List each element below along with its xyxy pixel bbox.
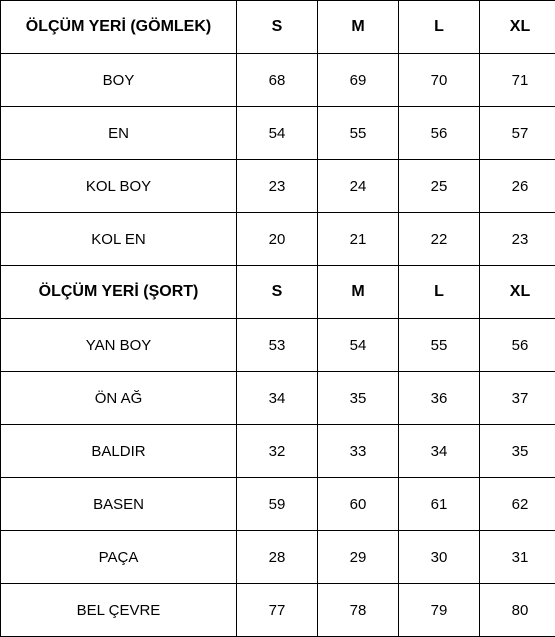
row-label: PAÇA [1, 531, 237, 584]
size-header-xl: XL [480, 1, 555, 54]
cell-value: 55 [318, 107, 399, 160]
row-label: BASEN [1, 478, 237, 531]
cell-value: 25 [399, 160, 480, 213]
cell-value: 60 [318, 478, 399, 531]
size-header-s: S [237, 266, 318, 319]
cell-value: 78 [318, 584, 399, 637]
cell-value: 71 [480, 54, 555, 107]
cell-value: 57 [480, 107, 555, 160]
cell-value: 34 [399, 425, 480, 478]
cell-value: 79 [399, 584, 480, 637]
cell-value: 34 [237, 372, 318, 425]
cell-value: 53 [237, 319, 318, 372]
size-header-m: M [318, 1, 399, 54]
cell-value: 59 [237, 478, 318, 531]
table-row [1, 213, 555, 266]
shorts-header-row [1, 266, 555, 319]
cell-value: 55 [399, 319, 480, 372]
cell-value: 33 [318, 425, 399, 478]
cell-value: 20 [237, 213, 318, 266]
cell-value: 36 [399, 372, 480, 425]
cell-value: 77 [237, 584, 318, 637]
shirt-header-row [1, 1, 555, 54]
size-header-s: S [237, 1, 318, 54]
cell-value: 22 [399, 213, 480, 266]
size-header-xl: XL [480, 266, 555, 319]
cell-value: 21 [318, 213, 399, 266]
row-label: EN [1, 107, 237, 160]
row-label: KOL BOY [1, 160, 237, 213]
cell-value: 35 [480, 425, 555, 478]
table-row [1, 107, 555, 160]
row-label: KOL EN [1, 213, 237, 266]
shorts-section-title: ÖLÇÜM YERİ (ŞORT) [1, 266, 237, 319]
cell-value: 54 [237, 107, 318, 160]
cell-value: 37 [480, 372, 555, 425]
cell-value: 31 [480, 531, 555, 584]
cell-value: 35 [318, 372, 399, 425]
table-row [1, 584, 555, 637]
size-header-l: L [399, 1, 480, 54]
row-label: BALDIR [1, 425, 237, 478]
cell-value: 68 [237, 54, 318, 107]
cell-value: 23 [237, 160, 318, 213]
table-row [1, 160, 555, 213]
row-label: BEL ÇEVRE [1, 584, 237, 637]
table-row [1, 531, 555, 584]
table-row [1, 372, 555, 425]
table-row [1, 478, 555, 531]
cell-value: 30 [399, 531, 480, 584]
table-row [1, 319, 555, 372]
table-row [1, 54, 555, 107]
cell-value: 62 [480, 478, 555, 531]
cell-value: 32 [237, 425, 318, 478]
row-label: ÖN AĞ [1, 372, 237, 425]
cell-value: 69 [318, 54, 399, 107]
cell-value: 54 [318, 319, 399, 372]
row-label: BOY [1, 54, 237, 107]
cell-value: 29 [318, 531, 399, 584]
row-label: YAN BOY [1, 319, 237, 372]
cell-value: 61 [399, 478, 480, 531]
size-header-m: M [318, 266, 399, 319]
cell-value: 56 [480, 319, 555, 372]
cell-value: 28 [237, 531, 318, 584]
shirt-section-title: ÖLÇÜM YERİ (GÖMLEK) [1, 1, 237, 54]
cell-value: 24 [318, 160, 399, 213]
cell-value: 26 [480, 160, 555, 213]
cell-value: 80 [480, 584, 555, 637]
cell-value: 70 [399, 54, 480, 107]
cell-value: 23 [480, 213, 555, 266]
size-header-l: L [399, 266, 480, 319]
cell-value: 56 [399, 107, 480, 160]
table-row [1, 425, 555, 478]
